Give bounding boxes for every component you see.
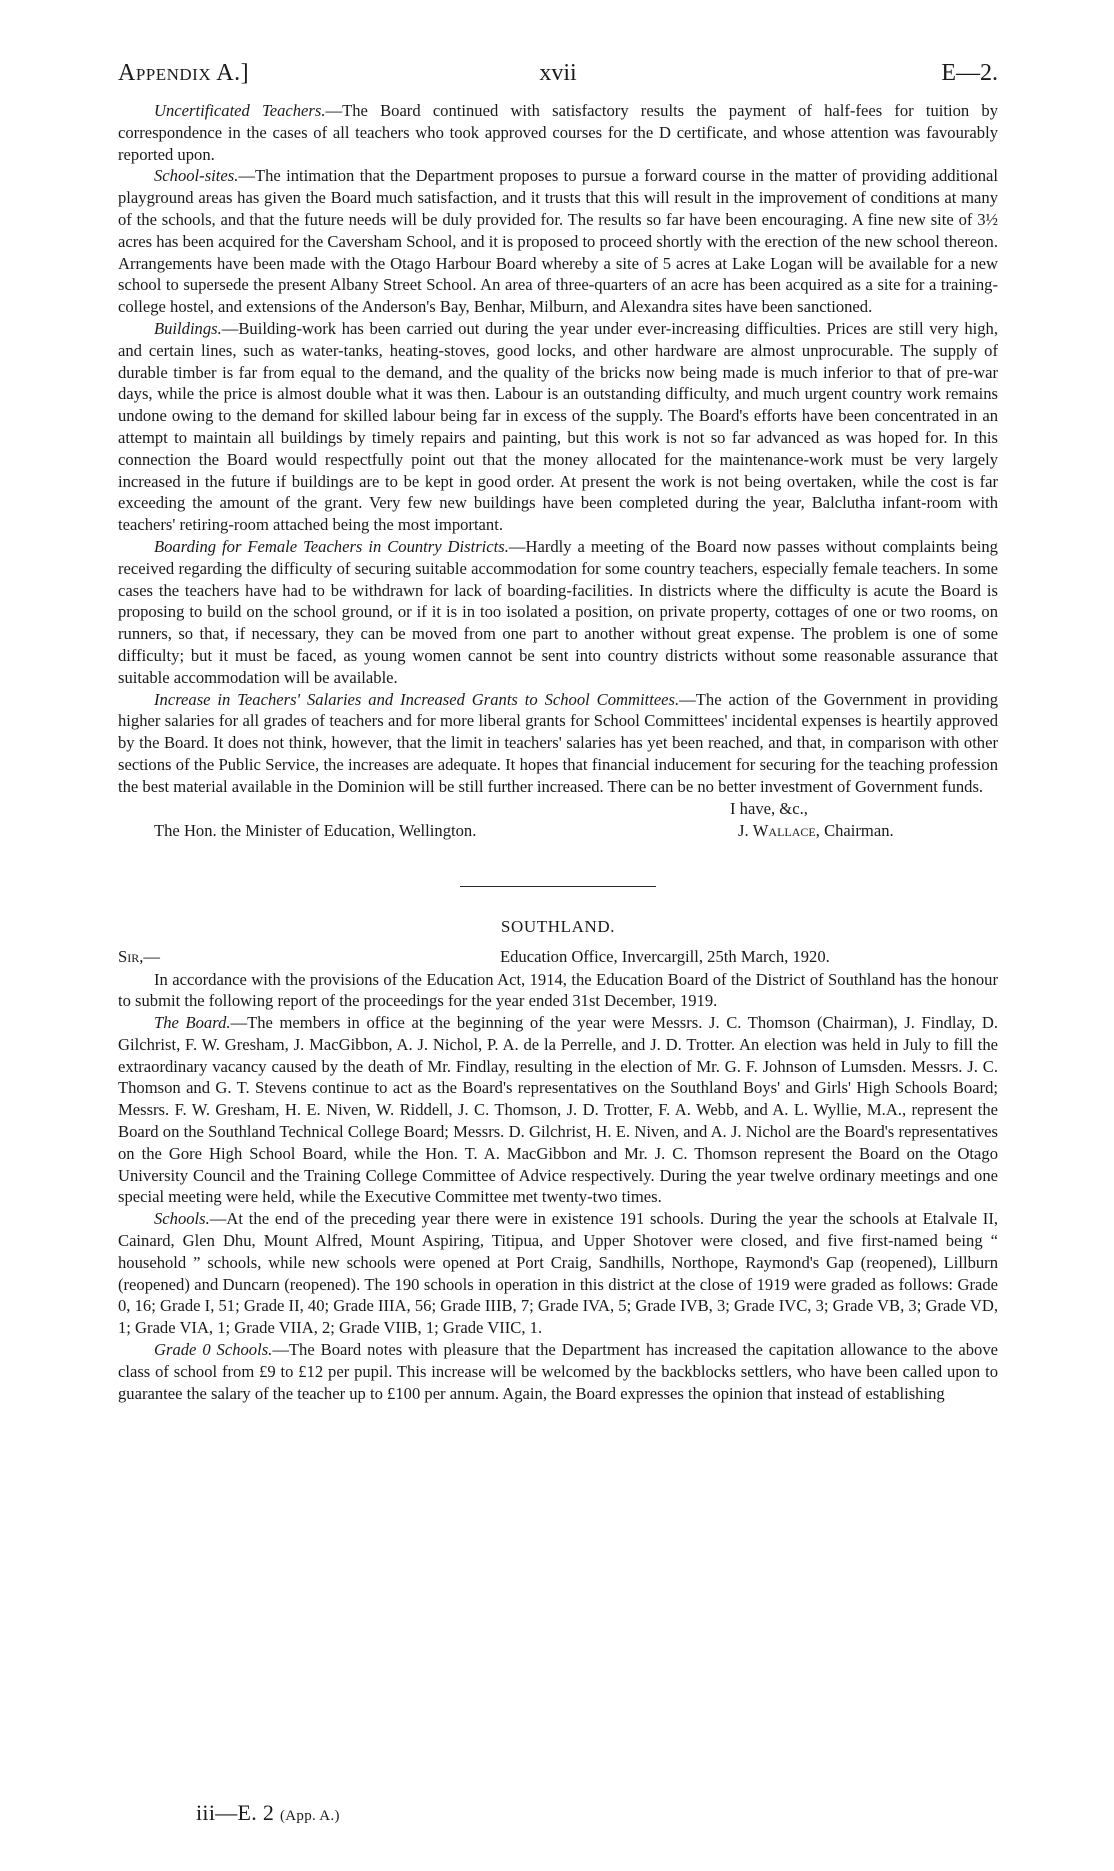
document-page bbox=[118, 60, 998, 1404]
paragraph-lead: Uncertificated Teachers. bbox=[154, 101, 326, 120]
addressee: The Hon. the Minister of Education, Wellington. bbox=[154, 820, 477, 840]
paragraph-body: —Building-work has been carried out during the year under ever-increasing difficulties. Prices are still very high, and certain lines, such as water-tanks, heating-stoves, good locks, and other hardware are almost unprocurable. The supply of durable timber is far from equal to the demand, and the quality of the bricks now being made is much inferior to that of pre-war days, while the price is almost double what it was then. Labour is an outstanding difficulty, and much urgent country work remains undone owing to the demand for skilled labour being far in excess of the supply. The Board's efforts have been concentrated in an attempt to maintain all buildings by timely repairs and painting, but this work is not so far advanced as was hoped for. In this connection the Board would respectfully point out that the money allocated for the maintenance-work must be very largely increased in the future if buildings are to be kept in good order. At present the work is not being overtaken, while the cost is far exceeding the amount of the grant. Very few new buildings have been completed during the year, Balclutha infant-room with teachers' retiring-room attached being the most important. bbox=[118, 318, 998, 535]
signature-block bbox=[118, 798, 998, 846]
running-head bbox=[118, 60, 998, 100]
paragraph-lead: Boarding for Female Teachers in Country Districts. bbox=[154, 536, 509, 556]
paragraph-schools bbox=[118, 1208, 998, 1339]
salutation: Sir,— bbox=[118, 946, 160, 966]
paragraph-buildings bbox=[118, 318, 998, 536]
signatory-initial: J. bbox=[738, 820, 753, 840]
paragraph-body: —Hardly a meeting of the Board now passes without complaints being received regarding the difficulty of securing suitable accommodation for some country teachers, especially female teachers. In some cases the teachers have had to be withdrawn for lack of boarding-facilities. In districts where the difficulty is acute the Board is proposing to build on the school ground, or if it is in too isolated a position, on private property, cottages of one or two rooms, on runners, so that, if necessary, they can be moved from one part to another without great expense. The problem is one of some difficulty; but it must be faced, as young women cannot be sent into country districts without some reasonable assurance that suitable accommodation will be available. bbox=[118, 536, 998, 687]
paragraph-body: —The intimation that the Department proposes to pursue a forward course in the matter of providing additional playground areas has given the Board much satisfaction, and it trusts that this will result in the improvement of conditions at many of the schools, and that the future needs will be duly provided for. The results so far have been encouraging. A fine new site of 3½ acres has been acquired for the Caversham School, and it is proposed to proceed shortly with the erection of the new school thereon. Arrangements have been made with the Otago Harbour Board whereby a site of 5 acres at Lake Logan will be available for a new school to supersede the present Albany Street School. An area of three-quarters of an acre has been acquired as a site for a training-college hostel, and extensions of the Anderson's Bay, Benhar, Milburn, and Alexandra sites have been sanctioned. bbox=[118, 166, 998, 317]
signatory-title: , Chairman. bbox=[815, 820, 894, 840]
paragraph-lead: Buildings. bbox=[154, 318, 222, 338]
closing-salutation: I have, &c., bbox=[730, 798, 808, 818]
appendix-note: (App. A.) bbox=[280, 1808, 340, 1824]
running-head-appendix: Appendix A.] bbox=[118, 60, 250, 86]
dateline: Education Office, Invercargill, 25th March, 1920. bbox=[500, 946, 830, 966]
paragraph-uncertificated-teachers bbox=[118, 100, 998, 165]
signature-mark-footer bbox=[196, 1800, 340, 1826]
paragraph-body: —The Board notes with pleasure that the Department has increased the capitation allowance to the above class of school from £9 to £12 per pupil. This increase will be welcomed by the backblocks settlers, who have been called upon to guarantee the salary of the teacher up to £100 per annum. Again, the Board expresses the opinion that instead of establishing bbox=[118, 1340, 998, 1403]
paragraph-body: —The Board continued with satisfactory results the payment of half-fees for tuition by correspondence in the cases of all teachers who took approved courses for the D certificate, and whose attention was favourably reported upon. bbox=[118, 101, 998, 164]
paragraph-lead: Schools. bbox=[154, 1209, 210, 1229]
paragraph-lead: Grade 0 Schools. bbox=[154, 1340, 273, 1360]
signatory-surname: Wallace bbox=[752, 820, 816, 840]
paragraph-lead: The Board. bbox=[154, 1013, 231, 1033]
paragraph-body: —The action of the Government in providing higher salaries for all grades of teachers and for more liberal grants for School Committees' incidental expenses is heartily approved by the Board. It does not think, however, that the limit in teachers' salaries has yet been reached, and that, in comparison with other sections of the Public Service, the increases are adequate. It hopes that financial inducement for securing for the teaching profession the best material available in the Dominion will be still further increased. There can be no better investment of Government funds. bbox=[118, 689, 998, 796]
paragraph-body: —The members in office at the beginning of the year were Messrs. J. C. Thomson (Chairman), J. Findlay, D. Gilchrist, F. W. Gresham, J. MacGibbon, A. J. Nichol, P. A. de la Perrelle, and J. D. Trotter. An election was held in July to fill the extraordinary vacancy caused by the death of Mr. Findlay, resulting in the election of Mr. G. F. Johnson of Lumsden. Messrs. J. C. Thomson and G. T. Stevens continue to act as the Board's representatives on the Southland Boys' and Girls' High Schools Board; Messrs. F. W. Gresham, H. E. Niven, W. Riddell, J. C. Thomson, J. D. Trotter, F. A. Webb, and A. L. Wyllie, M.A., represent the Board on the Southland Technical College Board; Messrs. D. Gilchrist, H. E. Niven, and A. J. Nichol are the Board's representatives on the Gore High School Board, while the Hon. T. A. MacGibbon and Mr. J. C. Thomson represent the Board on the Otago University Council and the Training College Committee of Advice respectively. During the year twelve ordinary meetings and one special meeting were held, while the Executive Committee met twenty-two times. bbox=[118, 1013, 998, 1207]
paragraph-body: —At the end of the preceding year there were in existence 191 schools. During the year the schools at Etalvale II, Cainard, Glen Dhu, Mount Alfred, Mount Aspiring, Titipua, and Upper Shotover were closed, and five first-named being “ household ” schools, while new schools were opened at Port Craig, Sandhills, Northope, Raymond's Gap (reopened), Lillburn (reopened) and Duncarn (reopened). The 190 schools in operation in this district at the close of 1919 were graded as follows: Grade 0, 16; Grade I, 51; Grade II, 40; Grade IIIA, 56; Grade IIIB, 7; Grade IVA, 5; Grade IVB, 3; Grade IVC, 3; Grade VB, 3; Grade VD, 1; Grade VIA, 1; Grade VIIA, 2; Grade VIIB, 1; Grade VIIC, 1. bbox=[118, 1209, 998, 1338]
section-heading: SOUTHLAND. bbox=[500, 916, 616, 936]
paragraph-intro: In accordance with the provisions of the Education Act, 1914, the Education Board of the District of Southland has the honour to submit the following report of the proceedings for the year ended 31st December, 1919. bbox=[118, 969, 998, 1011]
signature-mark: iii—E. 2 bbox=[196, 1800, 275, 1825]
paragraph-the-board bbox=[118, 1012, 998, 1208]
otago-report-section bbox=[118, 100, 998, 846]
paragraph-school-sites bbox=[118, 165, 998, 318]
paragraph-lead: Increase in Teachers' Salaries and Increased Grants to School Committees. bbox=[154, 689, 680, 709]
paragraph-grade-0-schools bbox=[118, 1339, 998, 1404]
chairman-signature bbox=[738, 820, 894, 842]
paragraph-boarding-female-teachers bbox=[118, 536, 998, 689]
paragraph-salaries-and-grants bbox=[118, 689, 998, 798]
southland-report-section bbox=[118, 917, 998, 1405]
page-number-roman: xvii bbox=[539, 60, 577, 86]
letter-header-line bbox=[118, 947, 998, 969]
paragraph-lead: School-sites. bbox=[154, 166, 239, 186]
section-divider bbox=[460, 886, 656, 887]
parliamentary-paper-code: E—2. bbox=[941, 60, 998, 86]
